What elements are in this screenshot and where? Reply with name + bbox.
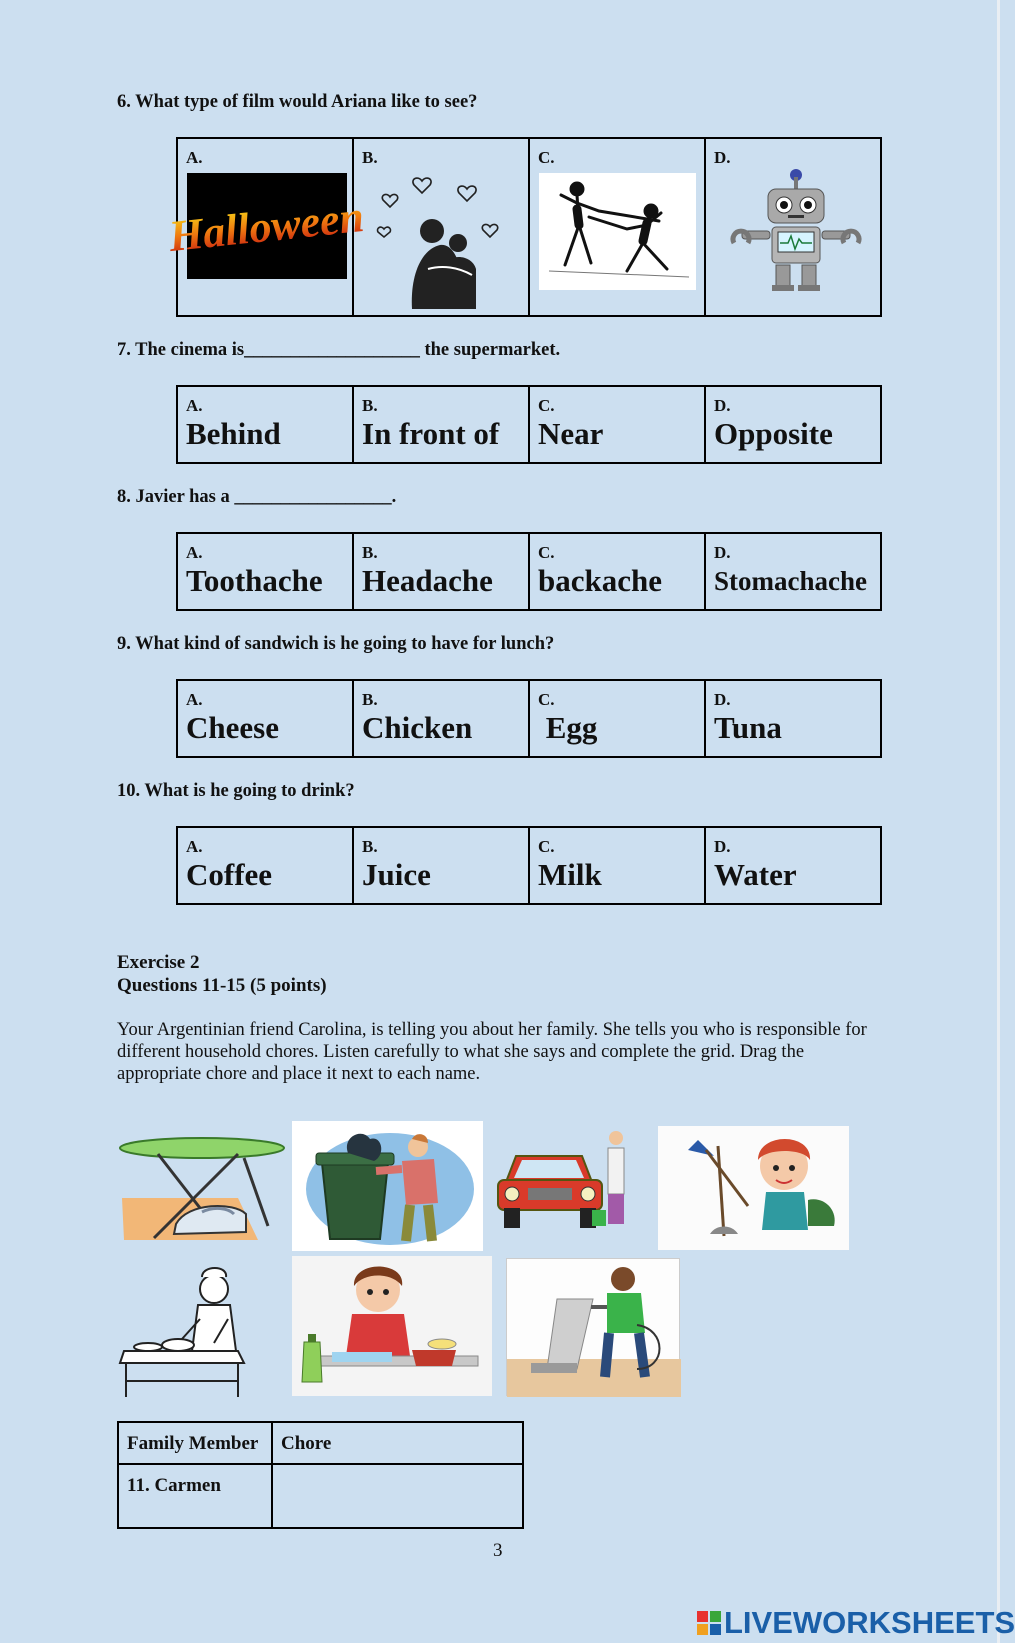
option-word: Water [714,857,797,892]
trash-art [292,1121,483,1251]
take-out-trash-image[interactable] [292,1121,483,1251]
option-letter: D. [714,396,731,415]
option-letter: A. [186,837,203,856]
option-word: Opposite [714,416,833,451]
header-family-member: Family Member [118,1422,272,1464]
q7-option-c[interactable] [530,387,706,462]
q9-option-d[interactable] [706,681,880,756]
question-9: 9. What kind of sandwich is he going to have for lunch? [117,634,555,654]
liveworksheets-logo [697,1605,1015,1641]
option-word: backache [538,563,662,598]
option-letter: B. [362,543,378,562]
q7-options [176,385,882,464]
option-letter: A. [186,396,203,415]
option-letter: C. [538,543,555,562]
halloween-art [166,173,367,279]
option-word: Stomachache [714,566,867,596]
option-word: Near [538,416,604,451]
q8-option-c[interactable] [530,534,706,609]
option-word: Behind [186,416,281,451]
cleaning-art [658,1126,849,1250]
exercise-2-subtitle: Questions 11-15 (5 points) [117,975,327,996]
option-letter: A. [186,148,203,167]
option-letter: B. [362,690,378,709]
table-row [118,1464,523,1528]
q8-options [176,532,882,611]
option-letter: C. [538,837,555,856]
vacuuming-image[interactable] [506,1258,680,1396]
q9-option-c[interactable] [530,681,706,756]
option-letter: C. [538,690,555,709]
option-word: Headache [362,563,493,598]
option-letter: D. [714,690,731,709]
q8-option-a[interactable] [178,534,354,609]
q8-option-b[interactable] [354,534,530,609]
option-word: Cheese [186,710,279,745]
romance-couple-hearts-image [372,169,512,309]
option-word: Toothache [186,563,323,598]
q7-option-a[interactable] [178,387,354,462]
q6-option-b[interactable] [354,139,530,315]
cooking-image[interactable] [118,1259,258,1399]
exercise-2-title: Exercise 2 [117,952,200,973]
romance-art [372,169,512,309]
ironing-image[interactable] [118,1128,286,1246]
q8-option-d[interactable] [706,534,880,609]
option-word: Tuna [714,710,782,745]
logo-grid-icon [697,1611,721,1635]
cleaning-woman-image[interactable] [658,1126,849,1250]
page-number: 3 [493,1540,503,1561]
fencing-action-image [539,173,696,290]
fencing-art [539,173,696,290]
q6-options [166,137,882,317]
q6-option-a[interactable] [166,139,367,315]
exercise-2-instructions: Your Argentinian friend Carolina, is telling you about her family. She tells you who is responsible for different household chores. Listen carefully to what she says and complete the grid. Drag the appropriate chore and place it next to each name. [117,1020,867,1084]
q10-option-a[interactable] [178,828,354,903]
option-letter: A. [186,690,203,709]
robot-art [716,169,876,291]
q6-option-c[interactable] [530,139,706,315]
q9-options [176,679,882,758]
page-edge [997,0,1000,1643]
ironing-art [118,1128,286,1246]
table-header-row [118,1422,523,1464]
halloween-horror-image [166,173,367,279]
question-10: 10. What is he going to drink? [117,781,355,801]
question-8: 8. Javier has a _________________. [117,487,397,507]
option-letter: A. [186,543,203,562]
q9-option-a[interactable] [178,681,354,756]
chore-drop-cell[interactable] [272,1464,523,1528]
family-member-cell: 11. Carmen [118,1464,272,1528]
question-7: 7. The cinema is___________________ the supermarket. [117,340,561,360]
cooking-art [118,1259,258,1399]
q10-option-d[interactable] [706,828,880,903]
option-letter: D. [714,837,731,856]
q7-option-d[interactable] [706,387,880,462]
q9-option-b[interactable] [354,681,530,756]
dishes-art [292,1256,492,1396]
option-letter: B. [362,148,378,167]
option-word: Egg [538,710,598,745]
option-word: In front of [362,416,500,451]
robot-scifi-image [716,169,876,291]
halloween-text: Halloween [166,191,367,262]
option-word: Juice [362,857,431,892]
header-chore: Chore [272,1422,523,1464]
option-word: Coffee [186,857,273,892]
option-letter: D. [714,148,731,167]
option-letter: D. [714,543,731,562]
q10-option-b[interactable] [354,828,530,903]
option-letter: B. [362,396,378,415]
wash-car-image[interactable] [492,1124,632,1250]
q10-option-c[interactable] [530,828,706,903]
vacuum-art [507,1259,681,1397]
brand-name: LIVEWORKSHEETS [724,1605,1015,1640]
q7-option-b[interactable] [354,387,530,462]
q6-option-d[interactable] [706,139,880,315]
option-letter: C. [538,396,555,415]
washing-dishes-image[interactable] [292,1256,492,1396]
chores-table [117,1421,524,1529]
option-word: Milk [538,857,602,892]
option-letter: C. [538,148,555,167]
option-word: Chicken [362,710,473,745]
question-6: 6. What type of film would Ariana like to see? [117,92,478,112]
q10-options [176,826,882,905]
car-art [492,1124,632,1250]
option-letter: B. [362,837,378,856]
